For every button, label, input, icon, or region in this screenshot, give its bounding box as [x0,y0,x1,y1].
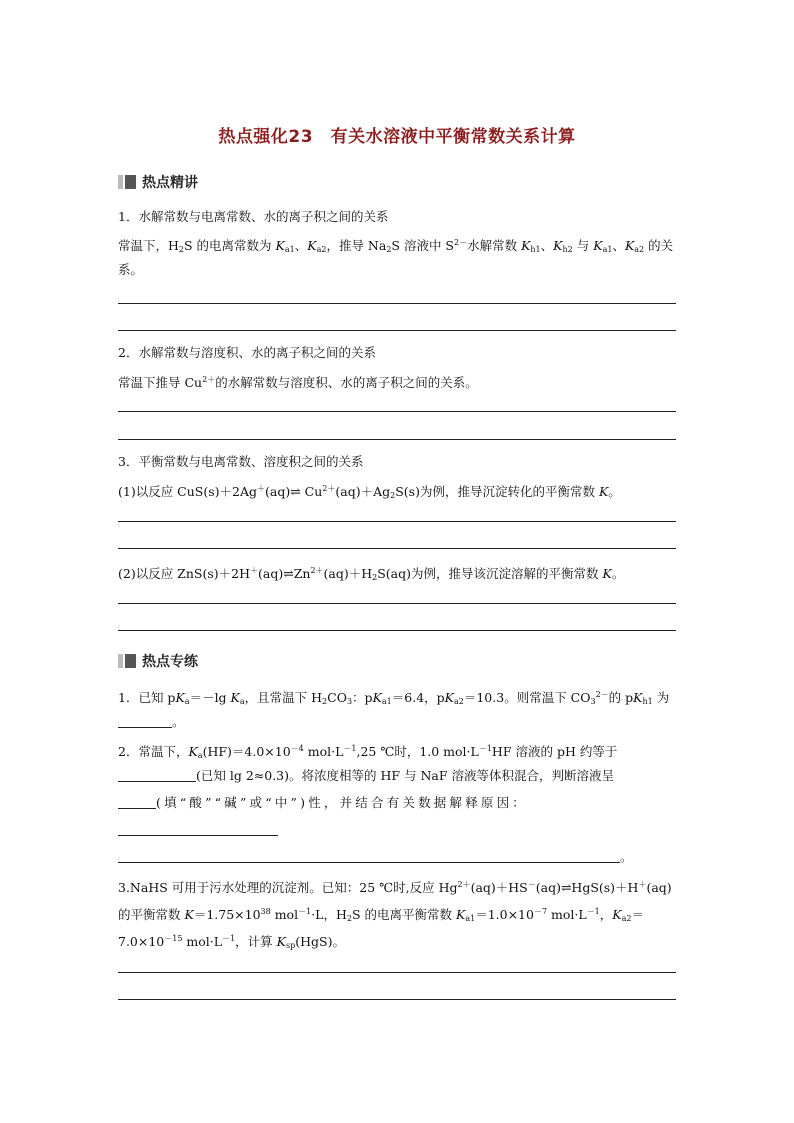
answer-line [118,999,676,1000]
question-3-line-2: 的平衡常数 $K=1.75\times 10^{38}$ mol$^{-1}$·L，$H_2S$ 的电离平衡常数 $K_{a1}=1.0\times 10^{-7}$ $mol\cdot L^{-1}$，$K_{a2}=$ [118,907,644,923]
page-title: 热点强化23 有关水溶液中平衡常数关系计算 [218,127,576,147]
section-heading-practice: 热点专练 [118,651,198,669]
item-3-part-1: (1)以反应 CuS(s)＋2Ag＋(aq)⇌ $Cu^{2+}(aq)+Ag_2S(s)$为例，推导沉淀转化的平衡常数 K。 [118,484,621,500]
answer-line [118,439,676,440]
answer-line [118,603,676,604]
section-marker-icon [118,175,136,189]
question-3-line-3: $7.0\times 10^{-15}$ $mol\cdot L^{-1}$，计算 $K_{sp}(HgS)$。 [118,934,345,950]
answer-line [118,548,676,549]
question-2-line-5: 。 [118,848,633,866]
item-1-text-line-1: 常温下，$H_2S$ 的电离常数为 $K_{a1}$、$K_{a2}$，推导 $Na_2S$ 溶液中 $S^{2-}$水解常数 $K_{h1}$、$K_{h2}$ 与 $K_{a1}$、$K_{a2}$ 的关 [118,238,674,254]
item-2-text: 常温下推导 $Cu^{2+}$的水解常数与溶度积、水的离子积之间的关系。 [118,375,478,390]
answer-line [118,303,676,304]
item-3-heading: 3．平衡常数与电离常数、溶度积之间的关系 [118,454,364,469]
answer-line [118,330,676,331]
answer-blank[interactable] [118,715,172,728]
question-2-line-3: (填“酸”“碱”或“中”)性，并结合有关数据解释原因： [118,794,528,812]
item-1-heading: 1．水解常数与电离常数、水的离子积之间的关系 [118,209,389,224]
item-2-heading: 2．水解常数与溶度积、水的离子积之间的关系 [118,345,376,360]
answer-line [118,972,676,973]
question-3-line-1: 3.NaHS 可用于污水处理的沉淀剂。已知：25 ℃时,反应 $Hg^{2+}(aq)+HS^-(aq)\rightleftharpoons HgS(s)+H^+(aq)$ [118,880,672,895]
answer-blank[interactable] [118,850,620,863]
answer-line [118,521,676,522]
question-2-line-1: 2．常温下，$K_a(HF)=4.0\times 10^{-4}$ $mol\cdot L^{-1},25$ ℃时，1.0 $mol\cdot L^{-1}HF$ 溶液的 pH 约等于 [118,744,618,760]
section-heading-lecture: 热点精讲 [118,172,198,190]
question-1-line-2: 。 [118,713,185,731]
question-1-line-1: 1．已知 $pK_a=-\lg$ $K_a$，且常温下 $H_2CO_3$：$pK_{a1}=6.4$，$pK_{a2}=10.3$。则常温下 $CO_3^{2-}$的 $pK_{h1}$ 为 [118,690,670,706]
item-1-text-line-2: 系。 [118,262,144,277]
answer-blank[interactable] [118,769,196,782]
section-marker-icon [118,654,136,668]
question-2-line-4 [118,821,278,839]
answer-blank[interactable] [118,796,156,809]
question-2-line-2: (已知 lg 2≈0.3)。将浓度相等的 HF 与 NaF 溶液等体积混合，判断溶液呈 [118,767,614,785]
answer-blank[interactable] [118,823,278,836]
answer-line [118,630,676,631]
item-3-part-2: (2)以反应 $ZnS(s)+2H^+(aq)\rightleftharpoons Zn^{2+}(aq)+H_2S(aq)$为例，推导该沉淀溶解的平衡常数 K。 [118,566,625,582]
answer-line [118,411,676,412]
